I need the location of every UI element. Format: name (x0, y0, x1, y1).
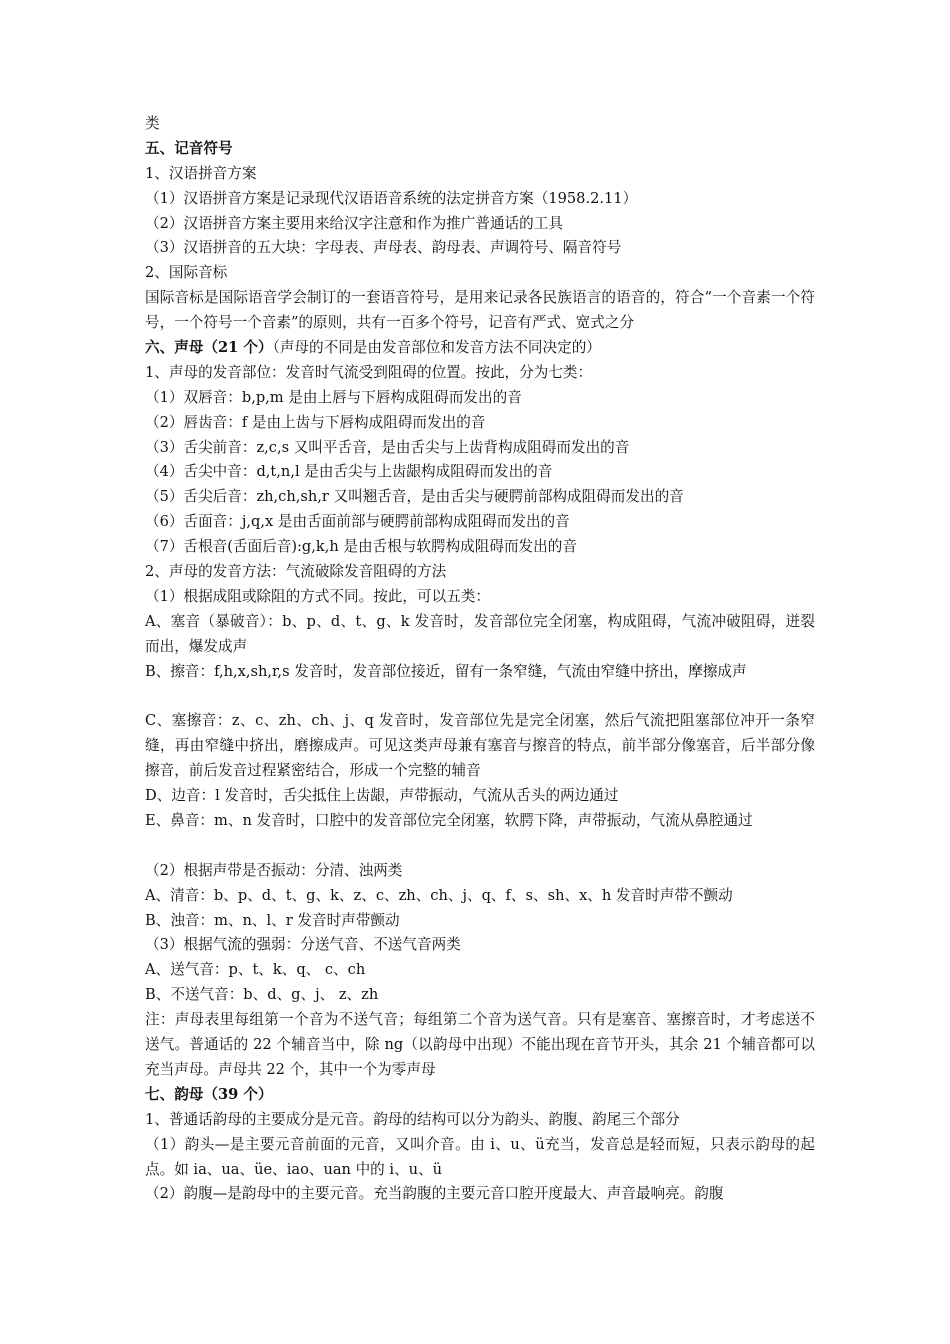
text-line: （3）舌尖前音：z,c,s 又叫平舌音，是由舌尖与上齿背构成阻碍而发出的音 (145, 438, 630, 456)
subheading: 1、声母的发音部位：发音时气流受到阻碍的位置。按此，分为七类： (145, 363, 593, 381)
text-line: B、不送气音：b、d、g、j、 z、zh (145, 986, 379, 1004)
paragraph: 注：声母表里每组第一个音为不送气音；每组第二个音为送气音。只有是塞音、塞擦音时，才考虑送不送气。普通话的 22 个辅音当中，除 ng（以韵母中出现）不能出现在音节开头，其余 21 个辅音都可以充当声母。声母共 22 个，其中一个为零声母 (145, 1011, 815, 1078)
section-heading: 六、声母（21 个） (145, 339, 273, 357)
subheading: 1、普通话韵母的主要成分是元音。韵母的结构可以分为韵头、韵腹、韵尾三个部分 (145, 1110, 680, 1128)
text-line: （5）舌尖后音：zh,ch,sh,r 又叫翘舌音，是由舌尖与硬腭前部构成阻碍而发出的音 (145, 488, 684, 506)
text-line: （1）汉语拼音方案是记录现代汉语语音系统的法定拼音方案（1958.2.11） (145, 189, 638, 207)
text-line: （2）汉语拼音方案主要用来给汉字注意和作为推广普通话的工具 (145, 214, 563, 232)
paragraph: （1）韵头—是主要元音前面的元音，又叫介音。由 i、u、ü充当，发音总是轻而短，只表示韵母的起点。如 ia、ua、üe、iao、uan 中的 i、u、ü (145, 1135, 815, 1178)
paragraph: C、塞擦音：z、c、zh、ch、j、q 发音时，发音部位先是完全闭塞，然后气流把阻塞部位冲开一条窄缝，再由窄缝中挤出，磨擦成声。可见这类声母兼有塞音与擦音的特点，前半部分像塞音，后半部分像擦音，前后发音过程紧密结合，形成一个完整的辅音 (145, 712, 815, 780)
text-line: A、清音：b、p、d、t、g、k、z、c、zh、ch、j、q、f、s、sh、x、h 发音时声带不颤动 (145, 886, 733, 904)
text-line: （1）根据成阻或除阻的方式不同。按此，可以五类： (145, 587, 490, 605)
text-line: （6）舌面音：j,q,x 是由舌面前部与硬腭前部构成阻碍而发出的音 (145, 513, 570, 531)
text-line: （2）根据声带是否振动：分清、浊两类 (145, 861, 403, 879)
paragraph: E、鼻音：m、n 发音时，口腔中的发音部位完全闭塞，软腭下降，声带振动，气流从鼻腔通过 (145, 812, 753, 829)
heading-note: （声母的不同是由发音部位和发音方法不同决定的） (272, 339, 601, 357)
text-line: （7）舌根音(舌面后音):g,k,h 是由舌根与软腭构成阻碍而发出的音 (145, 538, 577, 556)
subheading: 1、汉语拼音方案 (145, 164, 257, 182)
paragraph: 国际音标是国际语音学会制订的一套语音符号，是用来记录各民族语言的语音的，符合“一个音素一个符号，一个符号一个音素”的原则，共有一百多个符号，记音有严式、宽式之分 (145, 289, 815, 332)
text-line: （3）根据气流的强弱：分送气音、不送气音两类 (145, 936, 461, 954)
subheading: 2、声母的发音方法：气流破除发音阻碍的方法 (145, 563, 447, 581)
text-line: B、浊音：m、n、l、r 发音时声带颤动 (145, 911, 400, 929)
text-line: （2）唇齿音：f 是由上齿与下唇构成阻碍而发出的音 (145, 413, 486, 431)
section-heading-row (145, 336, 815, 361)
text-line: A、送气音：p、t、k、q、 c、ch (145, 961, 366, 979)
text-line: 类 (145, 115, 160, 132)
text-line: （3）汉语拼音的五大块：字母表、声母表、韵母表、声调符号、隔音符号 (145, 239, 622, 257)
text-line: （2）韵腹—是韵母中的主要元音。充当韵腹的主要元音口腔开度最大、声音最响亮。韵腹 (145, 1185, 724, 1203)
text-line: （1）双唇音：b,p,m 是由上唇与下唇构成阻碍而发出的音 (145, 388, 522, 406)
text-line: D、边音：l 发音时，舌尖抵住上齿龈，声带振动，气流从舌头的两边通过 (145, 787, 619, 805)
subheading: 2、国际音标 (145, 264, 228, 282)
paragraph: A、塞音（暴破音）：b、p、d、t、g、k 发音时，发音部位完全闭塞，构成阻碍，气流冲破阻碍，迸裂而出，爆发成声 (145, 612, 815, 655)
paragraph: B、擦音：f,h,x,sh,r,s 发音时，发音部位接近，留有一条窄缝，气流由窄缝中挤出，摩擦成声 (145, 662, 747, 680)
section-heading: 七、韵母（39 个） (145, 1085, 273, 1103)
document-page (145, 112, 815, 1207)
text-line: （4）舌尖中音：d,t,n,l 是由舌尖与上齿龈构成阻碍而发出的音 (145, 463, 553, 481)
section-heading: 五、记音符号 (145, 139, 233, 157)
